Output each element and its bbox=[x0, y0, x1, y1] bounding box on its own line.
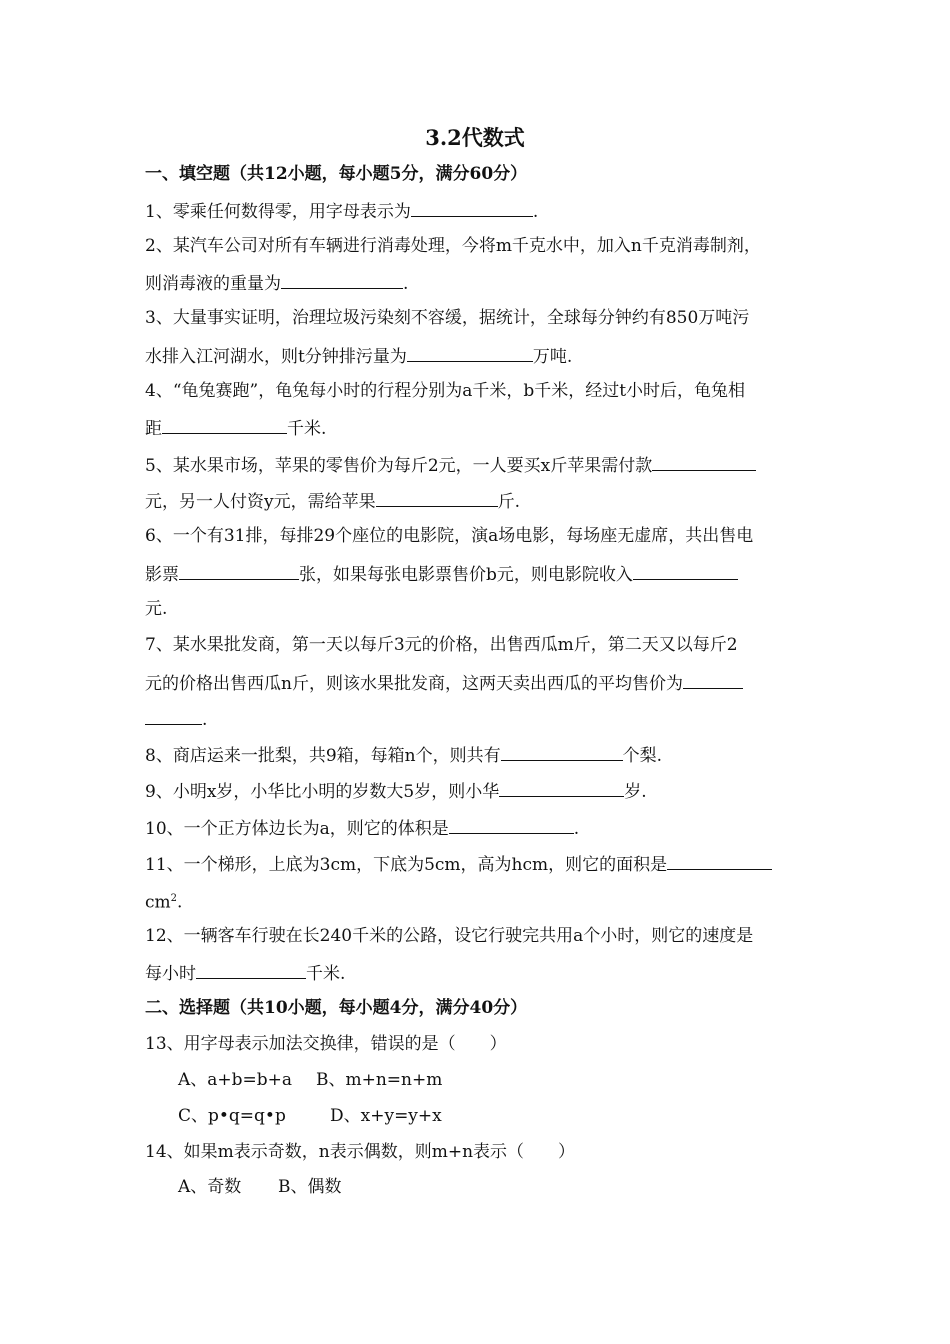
q11-blank[interactable] bbox=[667, 851, 772, 870]
question-3-line-2 bbox=[145, 343, 572, 369]
q7-blank-1[interactable] bbox=[683, 670, 743, 689]
q6-text-2: 张，如果每张电影票售价b元，则电影院收入 bbox=[299, 565, 633, 585]
q2-text: 则消毒液的重量为 bbox=[145, 274, 281, 294]
question-8 bbox=[145, 742, 662, 768]
question-5-line-1 bbox=[145, 452, 756, 478]
q10-blank[interactable] bbox=[449, 815, 574, 834]
q5-blank-2[interactable] bbox=[376, 488, 498, 507]
q7-text: 元的价格出售西瓜n斤，则该水果批发商，这两天卖出西瓜的平均售价为 bbox=[145, 674, 683, 694]
q11-text: 11、一个梯形，上底为3cm，下底为5cm，高为hcm，则它的面积是 bbox=[145, 855, 668, 875]
q4-end: 千米. bbox=[287, 419, 327, 439]
q1-blank[interactable] bbox=[411, 198, 533, 217]
question-6-line-2 bbox=[145, 561, 738, 587]
q6-blank-1[interactable] bbox=[179, 561, 299, 580]
question-2-line-2 bbox=[145, 270, 408, 296]
q3-end: 万吨. bbox=[532, 347, 573, 367]
question-1 bbox=[145, 198, 538, 224]
q6-blank-2[interactable] bbox=[633, 561, 738, 580]
q1-text: 1、零乘任何数得零，用字母表示为 bbox=[145, 202, 411, 222]
q10-end: . bbox=[573, 819, 580, 839]
q7-blank-2[interactable] bbox=[145, 706, 202, 725]
section2-header: 二、选择题（共10小题，每小题4分，满分40分） bbox=[145, 998, 528, 1018]
question-9 bbox=[145, 778, 647, 804]
q1-end: . bbox=[532, 202, 539, 222]
question-3-line-1: 3、大量事实证明，治理垃圾污染刻不容缓，据统计，全球每分钟约有850万吨污 bbox=[145, 308, 750, 328]
q5-text: 5、某水果市场，苹果的零售价为每斤2元，一人要买x斤苹果需付款 bbox=[145, 456, 653, 476]
q9-end: 岁. bbox=[624, 782, 647, 802]
q11-end: . bbox=[177, 892, 183, 913]
q13-option-c[interactable]: C、p•q=q•p bbox=[178, 1106, 286, 1126]
question-7-line-3 bbox=[145, 706, 207, 732]
q8-blank[interactable] bbox=[501, 742, 623, 761]
question-7-line-2 bbox=[145, 670, 743, 696]
q11-unit: cm bbox=[145, 892, 171, 913]
q14-option-b[interactable]: B、偶数 bbox=[278, 1177, 342, 1197]
question-4-line-1: 4、“龟兔赛跑”，龟兔每小时的行程分别为a千米，b千米，经过t小时后，龟兔相 bbox=[145, 381, 746, 401]
question-6-line-3: 元. bbox=[145, 599, 168, 619]
question-11-line-1 bbox=[145, 851, 772, 877]
q13-option-a[interactable]: A、a+b=b+a bbox=[178, 1070, 293, 1090]
q9-text: 9、小明x岁，小华比小明的岁数大5岁，则小华 bbox=[145, 782, 500, 802]
question-12-line-2 bbox=[145, 960, 345, 986]
page-title: 3.2代数式 bbox=[425, 125, 525, 150]
q13-option-b[interactable]: B、m+n=n+m bbox=[316, 1070, 443, 1090]
question-4-line-2 bbox=[145, 415, 326, 441]
q4-blank[interactable] bbox=[162, 415, 287, 434]
question-13-stem: 13、用字母表示加法交换律，错误的是（ ） bbox=[145, 1034, 507, 1054]
q12-text: 每小时 bbox=[145, 964, 196, 984]
q10-text: 10、一个正方体边长为a，则它的体积是 bbox=[145, 819, 449, 839]
q2-end: . bbox=[403, 274, 409, 294]
q4-text: 距 bbox=[145, 419, 162, 439]
question-5-line-2 bbox=[145, 488, 520, 514]
section1-header: 一、填空题（共12小题，每小题5分，满分60分） bbox=[145, 164, 528, 184]
question-12-line-1: 12、一辆客车行驶在长240千米的公路，设它行驶完共用a个小时，则它的速度是 bbox=[145, 926, 754, 946]
q5-text-2: 元，另一人付资y元，需给苹果 bbox=[145, 492, 376, 512]
question-6-line-1: 6、一个有31排，每排29个座位的电影院，演a场电影，每场座无虚席，共出售电 bbox=[145, 526, 754, 546]
q5-end: 斤. bbox=[497, 492, 521, 512]
q8-text: 8、商店运来一批梨，共9箱，每箱n个，则共有 bbox=[145, 746, 501, 766]
q3-blank[interactable] bbox=[407, 343, 533, 362]
q12-blank[interactable] bbox=[196, 960, 306, 979]
q8-end: 个梨. bbox=[622, 746, 662, 766]
q3-text: 水排入江河湖水，则t分钟排污量为 bbox=[145, 347, 407, 367]
q12-end: 千米. bbox=[306, 964, 346, 984]
question-10 bbox=[145, 815, 579, 841]
question-11-line-2 bbox=[145, 887, 182, 915]
q9-blank[interactable] bbox=[499, 778, 624, 797]
q7-end: . bbox=[202, 710, 208, 730]
q13-option-d[interactable]: D、x+y=y+x bbox=[330, 1106, 442, 1126]
q5-blank-1[interactable] bbox=[652, 452, 756, 471]
q14-option-a[interactable]: A、奇数 bbox=[178, 1177, 242, 1197]
question-7-line-1: 7、某水果批发商，第一天以每斤3元的价格，出售西瓜m斤，第二天又以每斤2 bbox=[145, 635, 738, 655]
q11-superscript: 2 bbox=[170, 893, 178, 904]
q2-blank[interactable] bbox=[281, 270, 403, 289]
question-2-line-1: 2、某汽车公司对所有车辆进行消毒处理，今将m千克水中，加入n千克消毒制剂， bbox=[145, 236, 761, 256]
q6-text: 影票 bbox=[145, 565, 179, 585]
question-14-stem: 14、如果m表示奇数，n表示偶数，则m+n表示（ ） bbox=[145, 1142, 576, 1162]
